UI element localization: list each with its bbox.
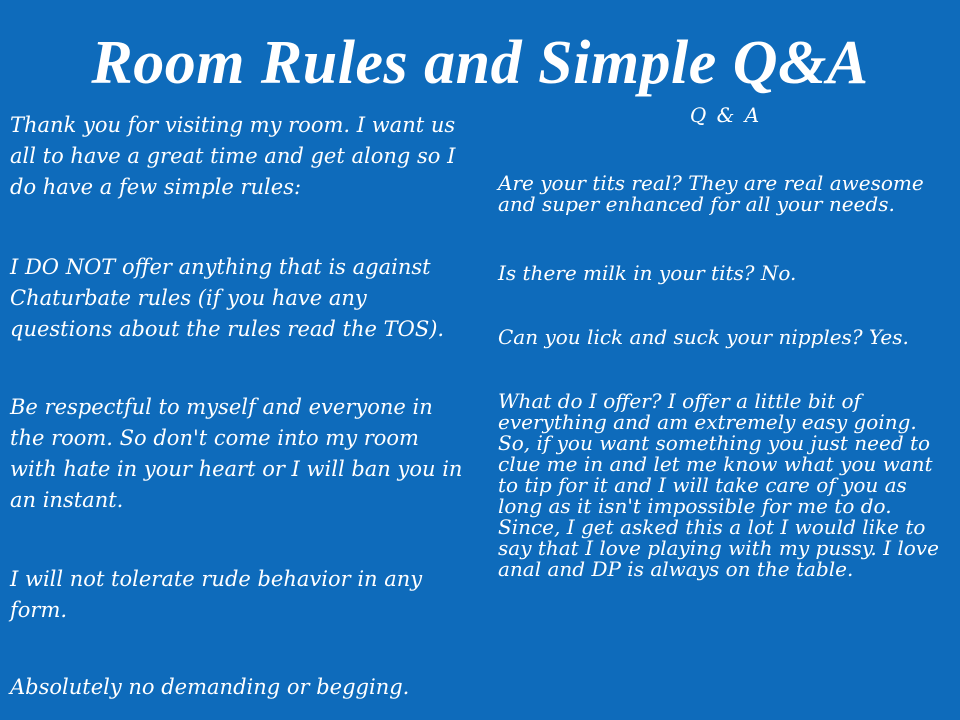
rule-paragraph-begging: Absolutely no demanding or begging. xyxy=(10,675,410,699)
rule-paragraph-rude: I will not tolerate rude behavior in any form. xyxy=(10,567,423,622)
rule-paragraph-intro: Thank you for visiting my room. I want us all to have a great time and get along so I do have a few simple rules: xyxy=(10,113,456,199)
qa-item-nipples: Can you lick and suck your nipples? Yes. xyxy=(498,325,909,349)
rule-paragraph-tos: I DO NOT offer anything that is against Chaturbate rules (if you have any questions about the rules read the TOS). xyxy=(10,255,445,341)
qa-item-milk: Is there milk in your tits? No. xyxy=(498,261,797,285)
rule-paragraph-respect: Be respectful to myself and everyone in the room. So don't come into my room with hate in your heart or I will ban you in an instant. xyxy=(10,395,463,512)
qa-item-real: Are your tits real? They are real awesome and super enhanced for all your needs. xyxy=(498,171,924,216)
page-title: Room Rules and Simple Q&A xyxy=(91,29,869,97)
qa-heading: Q & A xyxy=(689,103,762,127)
qa-item-offer: What do I offer? I offer a little bit of everything and am extremely easy going. So, if you want something you just need to clue me in and let me know what you want to tip for it and I will take care of you as long as it isn't impossible for me to do. Since, I get asked this a lot I would like to say that I love playing with my pussy. I love anal and DP is always on the table. xyxy=(498,389,939,581)
